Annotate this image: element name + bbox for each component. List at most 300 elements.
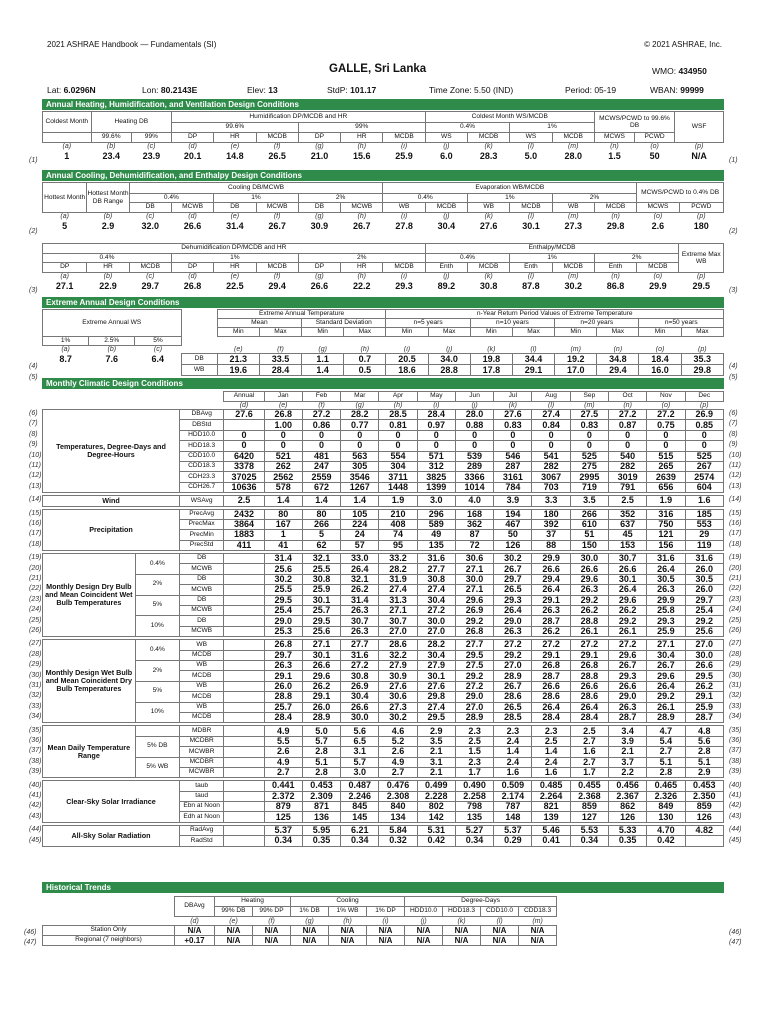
col-code: (b) <box>103 273 113 281</box>
value-cell: 34.8 <box>597 354 639 365</box>
col-code: (l) <box>527 143 535 151</box>
month-header: Apr <box>379 392 417 402</box>
group-label: Precipitation <box>43 509 180 551</box>
value-cell: 26.1 <box>570 626 608 636</box>
value-cell: 0.81 <box>379 420 417 430</box>
row-code: MCDB <box>179 671 223 681</box>
value-cell: 2639 <box>647 472 685 482</box>
hdr-cooling-db: Cooling DB/MCWB <box>129 183 383 194</box>
hdr-max: Max <box>681 328 723 337</box>
value-cell: 3711 <box>379 472 417 482</box>
value-cell: 29.7 <box>141 280 160 291</box>
value-cell: 27.1 <box>302 640 340 650</box>
hdr-mcdb: MCDB <box>425 203 467 213</box>
row-number: (31) <box>29 682 42 689</box>
value-cell: 1 <box>64 150 70 161</box>
row-number: (2) <box>729 228 738 235</box>
value-cell: 0.465 <box>647 781 685 791</box>
blank-cell <box>43 392 224 402</box>
value-cell: 859 <box>685 802 723 812</box>
hdr-wb: WB <box>552 203 594 213</box>
row-number: (39) <box>729 768 742 776</box>
row-code: MCWBR <box>179 767 223 777</box>
value-cell: 28.9 <box>302 712 340 722</box>
value-cell: 26.6 <box>310 280 329 291</box>
hdr-p04: 0.4% <box>383 194 468 203</box>
value-cell: 1448 <box>379 482 417 492</box>
period: Period: 05-19 <box>565 85 617 95</box>
hdr-wb: WB <box>383 203 425 213</box>
row-number: (34) <box>29 713 42 721</box>
value-cell: 30.1 <box>522 220 540 231</box>
value-cell: 5.46 <box>532 825 570 835</box>
value-cell: 266 <box>570 509 608 519</box>
col-code: (n) <box>611 273 620 281</box>
trend-row-label: Station Only <box>43 926 175 936</box>
value-cell: 0.490 <box>455 781 493 791</box>
value-cell: 798 <box>455 802 493 812</box>
value-cell: 5.0 <box>524 150 538 161</box>
col-code: (j) <box>443 143 450 151</box>
hdr-ws: WS <box>510 133 552 143</box>
value-cell: 29.3 <box>395 280 413 291</box>
row-number: (12) <box>729 472 742 480</box>
value-cell: 0.97 <box>417 420 455 430</box>
value-cell: 0.29 <box>494 836 532 846</box>
value-cell: 2.3 <box>455 726 493 736</box>
table-row <box>43 509 724 519</box>
hdr-dp: DP <box>43 263 87 273</box>
table-row <box>43 726 724 736</box>
hdr-p996: 99.6% <box>171 123 298 133</box>
value-cell: 17.0 <box>555 365 597 376</box>
value-cell: N/A <box>443 936 481 946</box>
col-code: (f) <box>318 402 325 409</box>
hdr-evaporation: Evaporation WB/MCDB <box>383 183 637 194</box>
value-cell: 29.6 <box>647 671 685 681</box>
value-cell <box>224 712 264 722</box>
value-cell: 135 <box>455 812 493 822</box>
row-number: (22) <box>29 585 42 593</box>
extreme-table <box>42 309 724 376</box>
value-cell: 3.3 <box>532 496 570 506</box>
value-cell: 26.3 <box>609 702 647 712</box>
hdr-cdd10: CDD10.0 <box>481 907 519 917</box>
value-cell: 29.5 <box>692 280 710 291</box>
hdr-1db: 1% DB <box>291 907 329 917</box>
value-cell: 87.8 <box>522 280 540 291</box>
value-cell: 27.5 <box>455 660 493 670</box>
value-cell: 0.88 <box>455 420 493 430</box>
col-code: (n) <box>613 345 623 353</box>
row-number: (23) <box>29 595 42 603</box>
row-number: (37) <box>29 747 42 755</box>
value-cell: 29.1 <box>532 595 570 605</box>
hdr-coldest-ws: Coldest Month WS/MCDB <box>425 112 594 123</box>
group-label: Mean Daily Temperature Range <box>43 726 136 778</box>
col-code: (h) <box>360 345 370 353</box>
value-cell: 5.4 <box>647 736 685 746</box>
value-cell: 50 <box>494 530 532 540</box>
table-row <box>43 496 724 506</box>
value-cell: 27.2 <box>455 681 493 691</box>
value-cell: 57 <box>341 540 379 550</box>
value-cell: 304 <box>379 461 417 471</box>
col-code: (c) <box>147 143 156 151</box>
hdr-p04: 0.4% <box>129 194 214 203</box>
value-cell: 10636 <box>224 482 264 492</box>
value-cell: 28.8 <box>570 671 608 681</box>
row-number: (47) <box>729 939 742 946</box>
value-cell: 2995 <box>570 472 608 482</box>
percentile-label: 5% WB <box>135 757 179 778</box>
value-cell: 27.2 <box>570 640 608 650</box>
value-cell: 27.6 <box>494 410 532 420</box>
hdr-n20: n=20 years <box>555 319 639 328</box>
value-cell: 51 <box>570 530 608 540</box>
value-cell <box>224 825 264 835</box>
value-cell <box>224 554 264 564</box>
table-row <box>43 681 724 691</box>
value-cell: 3.9 <box>494 496 532 506</box>
value-cell <box>224 781 264 791</box>
value-cell: 26.6 <box>341 702 379 712</box>
percentile-label: 2% <box>135 574 179 595</box>
hdr-mcwb: MCWB <box>341 203 383 213</box>
value-cell: 139 <box>532 812 570 822</box>
hdr-1dp: 1% DP <box>367 907 405 917</box>
col-code: (m) <box>567 143 579 151</box>
value-cell: 541 <box>532 451 570 461</box>
value-cell: 2.4 <box>532 757 570 767</box>
value-cell: 672 <box>302 482 340 492</box>
value-cell <box>224 640 264 650</box>
value-cell: 859 <box>570 802 608 812</box>
value-cell: 5.1 <box>647 757 685 767</box>
value-cell: 0.485 <box>532 781 570 791</box>
row-number: (16) <box>729 520 742 527</box>
value-cell: 408 <box>379 519 417 529</box>
col-code: (m) <box>584 402 595 409</box>
col-code: (b) <box>103 213 113 221</box>
value-cell: 5.84 <box>379 825 417 835</box>
value-cell: 18.6 <box>386 365 428 376</box>
value-cell: 28.4 <box>570 712 608 722</box>
copyright: © 2021 ASHRAE, Inc. <box>644 40 722 49</box>
value-cell: 3019 <box>609 472 647 482</box>
value-cell: 30.0 <box>341 712 379 722</box>
col-code: (g) <box>315 273 324 281</box>
value-cell: 30.8 <box>479 280 498 291</box>
value-cell: 72 <box>455 540 493 550</box>
row-number: (13) <box>729 482 742 490</box>
col-code: (g) <box>318 345 327 353</box>
value-cell: 29.1 <box>532 650 570 660</box>
hdr-hottest-month: Hottest Month <box>43 183 87 213</box>
row-number: (44) <box>729 826 742 834</box>
value-cell: 28.3 <box>479 150 498 161</box>
value-cell: N/A <box>253 926 291 936</box>
value-cell: 784 <box>494 482 532 492</box>
row-number: (17) <box>29 530 42 538</box>
hdr-enth: Enth <box>510 263 552 273</box>
row-number: (33) <box>29 702 42 710</box>
value-cell: 3067 <box>532 472 570 482</box>
value-cell: 2.367 <box>609 791 647 801</box>
row-code: DBStd <box>179 420 223 430</box>
row-code: PrecMin <box>179 530 223 540</box>
value-cell: 539 <box>455 451 493 461</box>
value-cell: 4.7 <box>647 726 685 736</box>
col-code: (i) <box>403 345 411 353</box>
value-cell: 1.6 <box>532 767 570 777</box>
value-cell: 2.7 <box>570 736 608 746</box>
hdr-max: Max <box>259 328 301 337</box>
row-number: (47) <box>24 939 37 946</box>
hdr-max: Max <box>512 328 554 337</box>
value-cell: 30.7 <box>341 616 379 626</box>
value-cell: 6420 <box>224 451 264 461</box>
hdr-hdd10: HDD10.0 <box>405 907 443 917</box>
value-cell: 2.1 <box>609 747 647 757</box>
col-code: (d) <box>188 213 197 221</box>
value-cell: N/A <box>329 926 367 936</box>
hdr-db-range: Hottest Month DB Range <box>87 183 129 213</box>
value-cell: 2.309 <box>302 791 340 801</box>
hdr-extreme-max-wb: Extreme Max WB <box>679 244 724 273</box>
value-cell: 88 <box>532 540 570 550</box>
row-number: (5) <box>29 374 38 381</box>
row-code: HDD10.0 <box>179 430 223 440</box>
value-cell: 86.8 <box>606 280 625 291</box>
value-cell: 5 <box>62 220 68 231</box>
value-cell: 29.9 <box>532 554 570 564</box>
value-cell: 411 <box>224 540 264 550</box>
value-cell: 25.9 <box>395 150 413 161</box>
hdr-p2: 2% <box>298 254 425 263</box>
hdr-ws: WS <box>425 133 467 143</box>
value-cell: 2562 <box>264 472 302 482</box>
value-cell: 31.4 <box>226 220 244 231</box>
value-cell: 31.6 <box>685 554 723 564</box>
row-code: WB <box>179 702 223 712</box>
value-cell: 26.8 <box>264 410 302 420</box>
value-cell: 28.4 <box>259 365 301 376</box>
value-cell: 29.0 <box>264 616 302 626</box>
value-cell: 0 <box>455 441 493 451</box>
value-cell <box>224 595 264 605</box>
value-cell: 871 <box>302 802 340 812</box>
value-cell: 0.42 <box>647 836 685 846</box>
value-cell: 29.9 <box>649 280 667 291</box>
value-cell: 5.0 <box>302 726 340 736</box>
value-cell: 26.4 <box>647 564 685 574</box>
value-cell: 0.34 <box>570 836 608 846</box>
row-number: (9) <box>729 441 738 449</box>
value-cell: 2.1 <box>417 747 455 757</box>
row-number: (38) <box>729 757 742 765</box>
value-cell: 840 <box>379 802 417 812</box>
value-cell: N/A <box>443 926 481 936</box>
value-cell: 0 <box>570 441 608 451</box>
table-row <box>43 757 724 767</box>
value-cell <box>224 626 264 636</box>
value-cell: 31.6 <box>341 650 379 660</box>
col-code: (l) <box>547 402 555 409</box>
value-cell: 20.1 <box>183 150 202 161</box>
table-row <box>43 574 724 584</box>
row-number: (25) <box>29 616 42 624</box>
value-cell: 4.9 <box>264 726 302 736</box>
month-header: Feb <box>302 392 340 402</box>
hdr-mcdb: MCDB <box>129 263 171 273</box>
row-number: (4) <box>29 363 38 370</box>
col-code: (m) <box>568 213 579 221</box>
row-number: (42) <box>729 802 742 810</box>
row-number: (23) <box>729 595 742 603</box>
value-cell: 29.9 <box>647 595 685 605</box>
row-number: (32) <box>729 692 742 700</box>
value-cell: 0.499 <box>417 781 455 791</box>
value-cell: 26.0 <box>685 585 723 595</box>
value-cell <box>224 574 264 584</box>
col-code: (o) <box>653 213 663 221</box>
row-number: (18) <box>729 540 742 548</box>
value-cell: 0 <box>685 441 723 451</box>
value-cell: 27.1 <box>379 606 417 616</box>
value-cell <box>224 660 264 670</box>
row-code: Edh at Noon <box>179 812 223 822</box>
value-cell: 31.6 <box>647 554 685 564</box>
value-cell: N/A <box>481 926 519 936</box>
value-cell: 1.4 <box>532 747 570 757</box>
value-cell: 26.4 <box>570 702 608 712</box>
value-cell: 16.0 <box>639 365 681 376</box>
group-label: Monthly Design Wet Bulb and Mean Coincident Dry Bulb Temperatures <box>43 640 136 723</box>
hdr-return-period: n-Year Return Period Values of Extreme Temperature <box>386 310 724 319</box>
value-cell <box>224 836 264 846</box>
row-number: (37) <box>729 747 742 755</box>
value-cell: 262 <box>264 461 302 471</box>
value-cell: 802 <box>417 802 455 812</box>
value-cell: 2.5 <box>609 496 647 506</box>
value-cell: 156 <box>647 540 685 550</box>
value-cell: 29.4 <box>532 574 570 584</box>
row-code: CDD10.0 <box>179 451 223 461</box>
value-cell: 28.6 <box>532 692 570 702</box>
col-code: (j) <box>443 213 450 221</box>
value-cell <box>685 836 723 846</box>
value-cell: 29.2 <box>685 616 723 626</box>
value-cell: 30.4 <box>341 692 379 702</box>
value-cell: 27.6 <box>379 681 417 691</box>
value-cell: 21.0 <box>310 150 329 161</box>
col-code: (o) <box>653 273 663 281</box>
row-code: MCWBR <box>179 747 223 757</box>
row-number: (41) <box>29 792 42 799</box>
value-cell: 126 <box>685 812 723 822</box>
value-cell: 30.5 <box>647 574 685 584</box>
value-cell: 0.7 <box>344 354 386 365</box>
value-cell <box>224 747 264 757</box>
value-cell: 29.5 <box>302 616 340 626</box>
row-code-wb: WB <box>181 365 217 376</box>
value-cell: 0.77 <box>341 420 379 430</box>
value-cell: +0.17 <box>175 936 215 946</box>
col-code: (g) <box>355 402 365 409</box>
value-cell: 571 <box>417 451 455 461</box>
value-cell: 26.9 <box>685 410 723 420</box>
row-number: (32) <box>29 692 42 700</box>
value-cell: 0.84 <box>532 420 570 430</box>
col-code: (l) <box>496 917 503 925</box>
row-number: (27) <box>729 640 742 648</box>
col-code: (o) <box>661 402 671 409</box>
value-cell: 30.1 <box>302 650 340 660</box>
col-code: (k) <box>508 402 517 409</box>
col-code: (c) <box>146 213 155 221</box>
value-cell: 30.1 <box>302 595 340 605</box>
value-cell: 87 <box>455 530 493 540</box>
value-cell <box>224 791 264 801</box>
col-code: (g) <box>315 143 324 151</box>
value-cell: 29.0 <box>455 692 493 702</box>
value-cell: 481 <box>302 451 340 461</box>
value-cell: 0 <box>302 430 340 440</box>
value-cell: 26.5 <box>494 585 532 595</box>
month-header: Annual <box>224 392 264 402</box>
row-number: (7) <box>729 420 738 428</box>
row-code: Ebn at Noon <box>179 802 223 812</box>
row-number: (14) <box>729 496 742 504</box>
value-cell: 6.21 <box>341 825 379 835</box>
value-cell: 787 <box>494 802 532 812</box>
value-cell: 25.4 <box>685 606 723 616</box>
row-number: (24) <box>729 606 742 614</box>
value-cell: 26.7 <box>647 660 685 670</box>
col-code: (i) <box>382 917 389 925</box>
value-cell: 185 <box>685 509 723 519</box>
value-cell: 22.5 <box>226 280 244 291</box>
hdr-db: DB <box>298 203 340 213</box>
row-number: (10) <box>729 451 742 459</box>
value-cell: 515 <box>647 451 685 461</box>
value-cell: 31.6 <box>417 554 455 564</box>
value-cell: 5.33 <box>609 825 647 835</box>
value-cell: 26.4 <box>609 585 647 595</box>
hdr-max: Max <box>428 328 470 337</box>
value-cell: 5.1 <box>685 757 723 767</box>
value-cell: 26.4 <box>532 585 570 595</box>
hdr-mcdb: MCDB <box>383 133 425 143</box>
row-number: (26) <box>29 627 42 634</box>
hdr-blank <box>43 133 92 143</box>
value-cell: 26.6 <box>302 660 340 670</box>
value-cell: 546 <box>494 451 532 461</box>
percentile-label: 10% <box>135 616 179 637</box>
row-number: (39) <box>29 768 42 776</box>
hdr-p1: 1% <box>214 194 299 203</box>
value-cell: 2.3 <box>455 757 493 767</box>
hdr-dbavg: DBAvg <box>175 897 215 917</box>
col-code: (g) <box>315 213 324 221</box>
hdr-n10: n=10 years <box>470 319 554 328</box>
value-cell: 2.1 <box>417 767 455 777</box>
value-cell: 1399 <box>417 482 455 492</box>
value-cell: 0.509 <box>494 781 532 791</box>
value-cell: N/A <box>481 936 519 946</box>
value-cell: 282 <box>532 461 570 471</box>
